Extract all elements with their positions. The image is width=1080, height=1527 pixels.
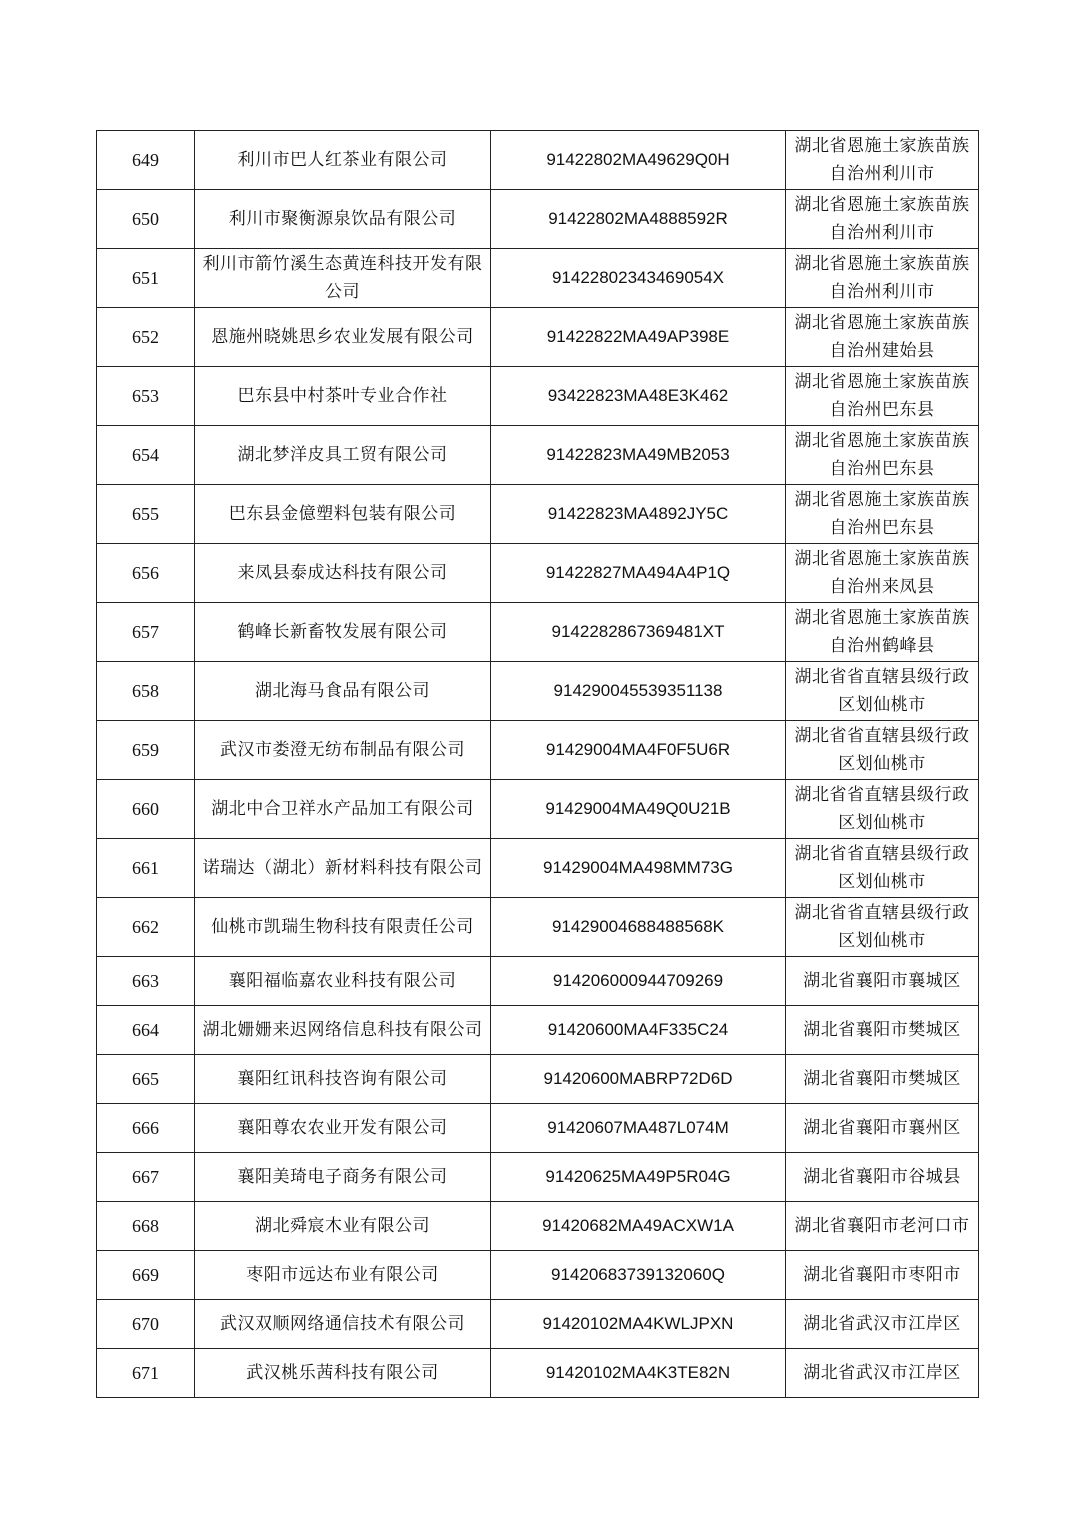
credit-code: 91420682MA49ACXW1A <box>491 1202 786 1251</box>
table-row <box>97 603 979 662</box>
table-row <box>97 1349 979 1398</box>
company-address: 湖北省恩施土家族苗族自治州利川市 <box>786 249 979 308</box>
row-number: 666 <box>97 1104 195 1153</box>
company-address: 湖北省恩施土家族苗族自治州巴东县 <box>786 485 979 544</box>
table-row <box>97 1153 979 1202</box>
table-row <box>97 249 979 308</box>
company-name: 武汉桃乐茜科技有限公司 <box>195 1349 491 1398</box>
row-number: 670 <box>97 1300 195 1349</box>
row-number: 656 <box>97 544 195 603</box>
row-number: 668 <box>97 1202 195 1251</box>
company-name: 武汉市娄澄无纺布制品有限公司 <box>195 721 491 780</box>
table-row <box>97 544 979 603</box>
company-address: 湖北省省直辖县级行政区划仙桃市 <box>786 898 979 957</box>
row-number: 662 <box>97 898 195 957</box>
table-row <box>97 485 979 544</box>
company-address: 湖北省恩施土家族苗族自治州来凤县 <box>786 544 979 603</box>
company-name: 湖北海马食品有限公司 <box>195 662 491 721</box>
credit-code: 91420625MA49P5R04G <box>491 1153 786 1202</box>
credit-code: 91429004688488568K <box>491 898 786 957</box>
company-address: 湖北省省直辖县级行政区划仙桃市 <box>786 839 979 898</box>
company-address: 湖北省恩施土家族苗族自治州鹤峰县 <box>786 603 979 662</box>
credit-code: 91422802MA49629Q0H <box>491 131 786 190</box>
row-number: 663 <box>97 957 195 1006</box>
company-name: 湖北中合卫祥水产品加工有限公司 <box>195 780 491 839</box>
company-name: 诺瑞达（湖北）新材料科技有限公司 <box>195 839 491 898</box>
credit-code: 91420607MA487L074M <box>491 1104 786 1153</box>
row-number: 669 <box>97 1251 195 1300</box>
company-address: 湖北省襄阳市老河口市 <box>786 1202 979 1251</box>
company-name: 鹤峰长新畜牧发展有限公司 <box>195 603 491 662</box>
company-name: 襄阳尊农农业开发有限公司 <box>195 1104 491 1153</box>
company-address: 湖北省武汉市江岸区 <box>786 1300 979 1349</box>
company-name: 襄阳红讯科技咨询有限公司 <box>195 1055 491 1104</box>
table-row <box>97 839 979 898</box>
credit-code: 91422823MA49MB2053 <box>491 426 786 485</box>
company-address: 湖北省恩施土家族苗族自治州巴东县 <box>786 367 979 426</box>
credit-code: 91420683739132060Q <box>491 1251 786 1300</box>
company-name: 恩施州晓姚思乡农业发展有限公司 <box>195 308 491 367</box>
table-row <box>97 898 979 957</box>
company-address: 湖北省襄阳市襄州区 <box>786 1104 979 1153</box>
row-number: 671 <box>97 1349 195 1398</box>
credit-code: 914290045539351138 <box>491 662 786 721</box>
credit-code: 91422802MA4888592R <box>491 190 786 249</box>
table-row <box>97 1006 979 1055</box>
row-number: 661 <box>97 839 195 898</box>
company-address: 湖北省恩施土家族苗族自治州利川市 <box>786 190 979 249</box>
company-address: 湖北省恩施土家族苗族自治州巴东县 <box>786 426 979 485</box>
row-number: 657 <box>97 603 195 662</box>
company-name: 来凤县泰成达科技有限公司 <box>195 544 491 603</box>
company-name: 巴东县金億塑料包装有限公司 <box>195 485 491 544</box>
table-body <box>97 131 979 1398</box>
credit-code: 93422823MA48E3K462 <box>491 367 786 426</box>
company-name: 襄阳福临嘉农业科技有限公司 <box>195 957 491 1006</box>
credit-code: 91420600MABRP72D6D <box>491 1055 786 1104</box>
table-row <box>97 721 979 780</box>
company-name: 襄阳美琦电子商务有限公司 <box>195 1153 491 1202</box>
row-number: 658 <box>97 662 195 721</box>
table-row <box>97 780 979 839</box>
table-row <box>97 662 979 721</box>
credit-code: 91422822MA49AP398E <box>491 308 786 367</box>
row-number: 664 <box>97 1006 195 1055</box>
credit-code: 91420600MA4F335C24 <box>491 1006 786 1055</box>
company-address: 湖北省襄阳市樊城区 <box>786 1055 979 1104</box>
credit-code: 914206000944709269 <box>491 957 786 1006</box>
company-name: 武汉双顺网络通信技术有限公司 <box>195 1300 491 1349</box>
row-number: 650 <box>97 190 195 249</box>
company-name: 巴东县中村茶叶专业合作社 <box>195 367 491 426</box>
credit-code: 91429004MA4F0F5U6R <box>491 721 786 780</box>
company-name: 利川市箭竹溪生态黄连科技开发有限公司 <box>195 249 491 308</box>
company-name: 湖北姗姗来迟网络信息科技有限公司 <box>195 1006 491 1055</box>
credit-code: 91422823MA4892JY5C <box>491 485 786 544</box>
table-row <box>97 1251 979 1300</box>
table-row <box>97 1055 979 1104</box>
company-name: 湖北梦洋皮具工贸有限公司 <box>195 426 491 485</box>
row-number: 651 <box>97 249 195 308</box>
company-address: 湖北省襄阳市樊城区 <box>786 1006 979 1055</box>
company-name: 湖北舜宸木业有限公司 <box>195 1202 491 1251</box>
table-row <box>97 1104 979 1153</box>
company-name: 利川市聚衡源泉饮品有限公司 <box>195 190 491 249</box>
table-row <box>97 1300 979 1349</box>
credit-code: 91422827MA494A4P1Q <box>491 544 786 603</box>
company-address: 湖北省襄阳市枣阳市 <box>786 1251 979 1300</box>
row-number: 654 <box>97 426 195 485</box>
row-number: 659 <box>97 721 195 780</box>
credit-code: 91429004MA49Q0U21B <box>491 780 786 839</box>
row-number: 655 <box>97 485 195 544</box>
row-number: 653 <box>97 367 195 426</box>
company-registry-table <box>96 130 979 1398</box>
company-address: 湖北省襄阳市谷城县 <box>786 1153 979 1202</box>
company-name: 利川市巴人红茶业有限公司 <box>195 131 491 190</box>
row-number: 660 <box>97 780 195 839</box>
credit-code: 91429004MA498MM73G <box>491 839 786 898</box>
company-name: 仙桃市凯瑞生物科技有限责任公司 <box>195 898 491 957</box>
credit-code: 9142282867369481XT <box>491 603 786 662</box>
credit-code: 91420102MA4KWLJPXN <box>491 1300 786 1349</box>
row-number: 665 <box>97 1055 195 1104</box>
company-address: 湖北省武汉市江岸区 <box>786 1349 979 1398</box>
company-name: 枣阳市远达布业有限公司 <box>195 1251 491 1300</box>
company-address: 湖北省恩施土家族苗族自治州利川市 <box>786 131 979 190</box>
table-row <box>97 308 979 367</box>
credit-code: 91420102MA4K3TE82N <box>491 1349 786 1398</box>
table-row <box>97 426 979 485</box>
credit-code: 91422802343469054X <box>491 249 786 308</box>
table-row <box>97 957 979 1006</box>
row-number: 652 <box>97 308 195 367</box>
table-row <box>97 190 979 249</box>
table-row <box>97 367 979 426</box>
company-address: 湖北省省直辖县级行政区划仙桃市 <box>786 780 979 839</box>
row-number: 649 <box>97 131 195 190</box>
row-number: 667 <box>97 1153 195 1202</box>
table-row <box>97 131 979 190</box>
company-address: 湖北省恩施土家族苗族自治州建始县 <box>786 308 979 367</box>
company-address: 湖北省襄阳市襄城区 <box>786 957 979 1006</box>
company-address: 湖北省省直辖县级行政区划仙桃市 <box>786 662 979 721</box>
table-row <box>97 1202 979 1251</box>
company-address: 湖北省省直辖县级行政区划仙桃市 <box>786 721 979 780</box>
